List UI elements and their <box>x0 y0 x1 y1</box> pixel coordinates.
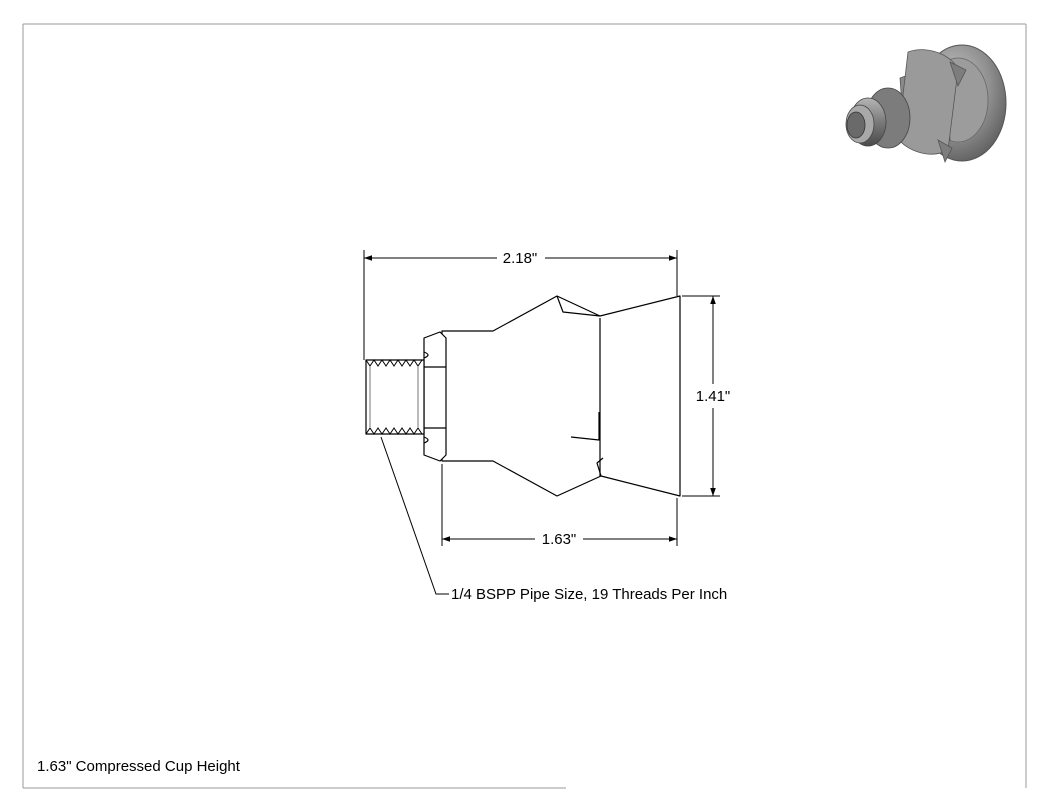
cup-body <box>442 296 680 496</box>
dimension-cup-diameter-label: 1.41" <box>695 388 731 405</box>
part-outline <box>366 296 680 496</box>
dimension-overall-length-label: 2.18" <box>502 250 538 267</box>
thread-note: 1/4 BSPP Pipe Size, 19 Threads Per Inch <box>451 586 728 603</box>
thread-shank <box>366 360 424 434</box>
dimension-compressed-height-label: 1.63" <box>541 531 577 548</box>
drawing-caption: 1.63" Compressed Cup Height <box>37 758 240 775</box>
suction-cup-3d-render-icon <box>846 45 1006 162</box>
